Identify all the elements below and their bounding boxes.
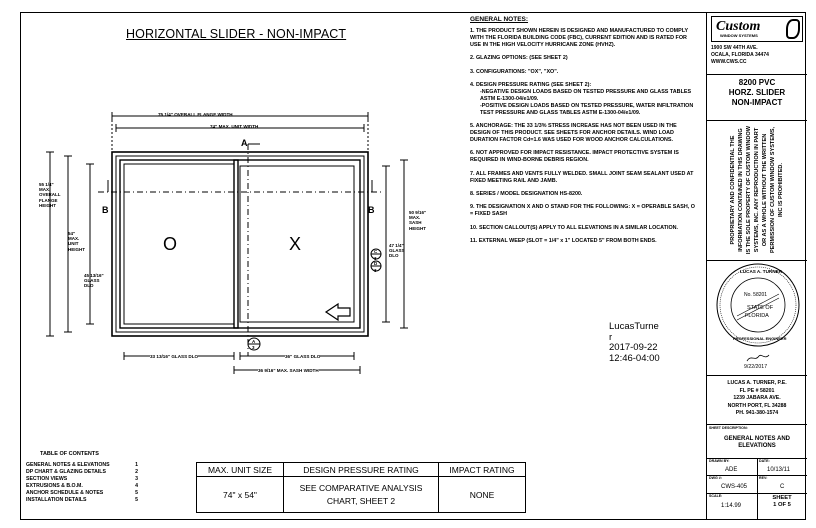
section-b-left-label: B xyxy=(102,205,109,215)
company-address-1: 1900 SW 44TH AVE. xyxy=(711,45,758,51)
logo-mark-icon xyxy=(786,19,800,39)
toc-row: INSTALLATION DETAILS 5 xyxy=(26,497,138,503)
note-5: 5. ANCHORAGE: THE 33 1/3% STRESS INCREASE HAS NOT BEEN USED IN THE DESIGN OF THIS PRODUCT. SEE SHEETS FOR ANCHOR DETAILS. WIND LOAD DURATION FACTOR Cd=1.6 WAS USED FOR WOOD ANCHOR CALCULATIONS. xyxy=(470,123,677,143)
sheet-description-label: SHEET DESCRIPTION: xyxy=(709,426,748,430)
seal-date: 9/22/2017 xyxy=(744,364,768,370)
rating-impact-value: NONE xyxy=(439,477,526,513)
fixed-sash-label: O xyxy=(163,234,178,254)
elevation-drawing xyxy=(40,108,420,380)
toc-row: SECTION VIEWS 3 xyxy=(26,476,138,482)
toc-row: EXTRUSIONS & B.O.M. 4 xyxy=(26,483,138,489)
engineer-info: LUCAS A. TURNER, P.E. FL PE # 58201 1239 JABARA AVE. NORTH PORT, FL 34288 PH. 941-380-1574 xyxy=(727,380,787,416)
rating-header-unit-size: MAX. UNIT SIZE xyxy=(197,463,284,477)
rating-table xyxy=(196,462,526,513)
note-1: 1. THE PRODUCT SHOWN HEREIN IS DESIGNED AND MANUFACTURED TO COMPLY WITH THE FLORIDA BUILDING CODE (FBC), CURRENT EDITION AND IS RATED FOR USE IN THE HIGH VELOCITY HURRICANE ZONE (HVHZ). xyxy=(470,28,689,48)
note-9: 9. THE DESIGNATION X AND O STAND FOR THE FOLLOWING: X = OPERABLE SASH, O = FIXED SASH xyxy=(470,204,695,218)
bottom-glass-left-dim: 33 13/16" GLASS DLO xyxy=(150,354,199,359)
callout-a-sheet: 3 xyxy=(252,345,255,350)
note-4a: -NEGATIVE DESIGN LOADS BASED ON TESTED PRESSURE AND GLASS TABLES ASTM E-1300-04/e1/09. xyxy=(480,88,692,102)
note-4: 4. DESIGN PRESSURE RATING (SEE SHEET 2): xyxy=(470,82,592,89)
section-b-right-label: B xyxy=(368,205,375,215)
toc-title: TABLE OF CONTENTS xyxy=(40,451,99,457)
note-6: 6. NOT APPROVED FOR IMPACT RESISTANCE. IMPACT PROTECTIVE SYSTEM IS REQUIRED IN WIND-BORNE DEBRIS REGION. xyxy=(470,150,679,164)
company-logo: Custom WINDOW SYSTEMS xyxy=(711,16,803,42)
callout-c-label: C xyxy=(374,249,378,254)
section-a-top-label: A xyxy=(241,138,248,148)
drawing-date: 10/13/11 xyxy=(767,467,790,473)
revision: C xyxy=(780,484,785,490)
scale-label: SCALE: xyxy=(709,494,723,498)
note-4b: -POSITIVE DESIGN LOADS BASED ON TESTED PRESSURE, WATER INFILTRATION TEST PRESSURE AND GLASS TABLES ASTM E-1300-04/e1/09. xyxy=(480,102,694,116)
sash-height-dim: 50 9/16" MAX. SASH HEIGHT xyxy=(409,210,427,231)
toc-row: GENERAL NOTES & ELEVATIONS 1 xyxy=(26,462,138,468)
drawn-by: ADE xyxy=(725,467,738,473)
toc-row: ANCHOR SCHEDULE & NOTES 5 xyxy=(26,490,138,496)
dwg-label: DWG #: xyxy=(709,476,722,480)
rev-label: REV: xyxy=(759,476,768,480)
unit-height-dim: 54" MAX. UNIT HEIGHT xyxy=(68,231,86,252)
overall-flange-height-dim: 55 1/4" MAX. OVERALL FLANGE HEIGHT xyxy=(39,182,61,208)
bottom-glass-right-dim: 36" GLASS DLO xyxy=(285,354,321,359)
sheet-number: SHEET 1 OF 5 xyxy=(772,495,792,508)
seal-name: LUCAS A. TURNER xyxy=(740,269,782,274)
rating-header-dp: DESIGN PRESSURE RATING xyxy=(284,463,439,477)
product-name: 8200 PVC HORZ. SLIDER NON-IMPACT xyxy=(728,78,786,107)
seal-license: No. 58201 xyxy=(744,292,768,298)
drawing-title: HORIZONTAL SLIDER - NON-IMPACT xyxy=(126,27,347,41)
operable-sash-label: X xyxy=(289,234,302,254)
callout-a-label: A xyxy=(252,339,256,344)
callout-sheet-label-1: 3 xyxy=(374,256,377,261)
title-block xyxy=(706,12,806,520)
note-2: 2. GLAZING OPTIONS: (SEE SHEET 2) xyxy=(470,55,568,62)
company-website: WWW.CWS.CC xyxy=(711,59,747,65)
general-notes-list xyxy=(470,28,696,251)
max-unit-width-dim: 74" MAX. UNIT WIDTH xyxy=(210,124,259,129)
glass-dlo-left-dim: 45 13/16" GLASS DLO xyxy=(84,273,104,289)
note-3: 3. CONFIGURATIONS: "OX", "XO". xyxy=(470,68,559,75)
digital-signature: LucasTurne r 2017-09-22 12:46-04:00 xyxy=(609,321,660,364)
rating-dp-value: SEE COMPARATIVE ANALYSIS CHART, SHEET 2 xyxy=(284,477,439,513)
note-7: 7. ALL FRAMES AND VENTS FULLY WELDED. SMALL JOINT SEAM SEALANT USED AT FIXED MEETING RAIL AND JAMB. xyxy=(470,170,694,184)
sheet-description: GENERAL NOTES AND ELEVATIONS xyxy=(723,436,790,449)
callout-d-label: D xyxy=(374,261,378,266)
seal-state-1: STATE OF xyxy=(747,305,774,311)
glass-dlo-right-dim: 47 1/4" GLASS DLO xyxy=(389,243,405,259)
rating-header-impact: IMPACT RATING xyxy=(439,463,526,477)
general-notes-heading: GENERAL NOTES: xyxy=(470,16,529,23)
seal-title: PROFESSIONAL ENGINEER xyxy=(733,336,787,341)
scale: 1:14.99 xyxy=(721,503,742,509)
note-8: 8. SERIES / MODEL DESIGNATION HS-8200. xyxy=(470,190,583,197)
toc-row: DP CHART & GLAZING DETAILS 2 xyxy=(26,469,138,475)
dwg-number: CWS-405 xyxy=(721,484,748,490)
drawn-by-label: DRAWN BY: xyxy=(709,459,730,463)
date-label: DATE: xyxy=(759,459,770,463)
note-10: 10. SECTION CALLOUT(S) APPLY TO ALL ELEVATIONS IN A SIMILAR LOCATION. xyxy=(470,224,679,231)
overall-flange-width-dim: 75 1/4" OVERALL FLANGE WIDTH xyxy=(158,112,233,117)
company-address-2: OCALA, FLORIDA 34474 xyxy=(711,52,769,58)
signature-mark xyxy=(745,352,771,364)
callout-sheet-label-2: 3 xyxy=(374,268,377,273)
note-11: 11. EXTERNAL WEEP (SLOT = 1/4" x 1" LOCATED 5" FROM BOTH ENDS. xyxy=(470,238,657,245)
rating-unit-size: 74" x 54" xyxy=(197,477,284,513)
proprietary-disclaimer: PROPRIETARY AND CONFIDENTIAL THE INFORMATION CONTAINED IN THIS DRAWING IS THE SOLE PROPERTY OF CUSTOM WINDOW SYSTEMS, INC. ANY REPRODUCTION IN PART OR AS A WHOLE WITHOUT THE WRITTEN PERMISSION OF CUSTOM WINDOW SYSTEMS, INC IS PROHIBITED. xyxy=(730,125,784,255)
bottom-sash-width-dim: 36 9/16" MAX. SASH WIDTH xyxy=(258,368,319,373)
seal-state-2: FLORIDA xyxy=(745,313,769,319)
